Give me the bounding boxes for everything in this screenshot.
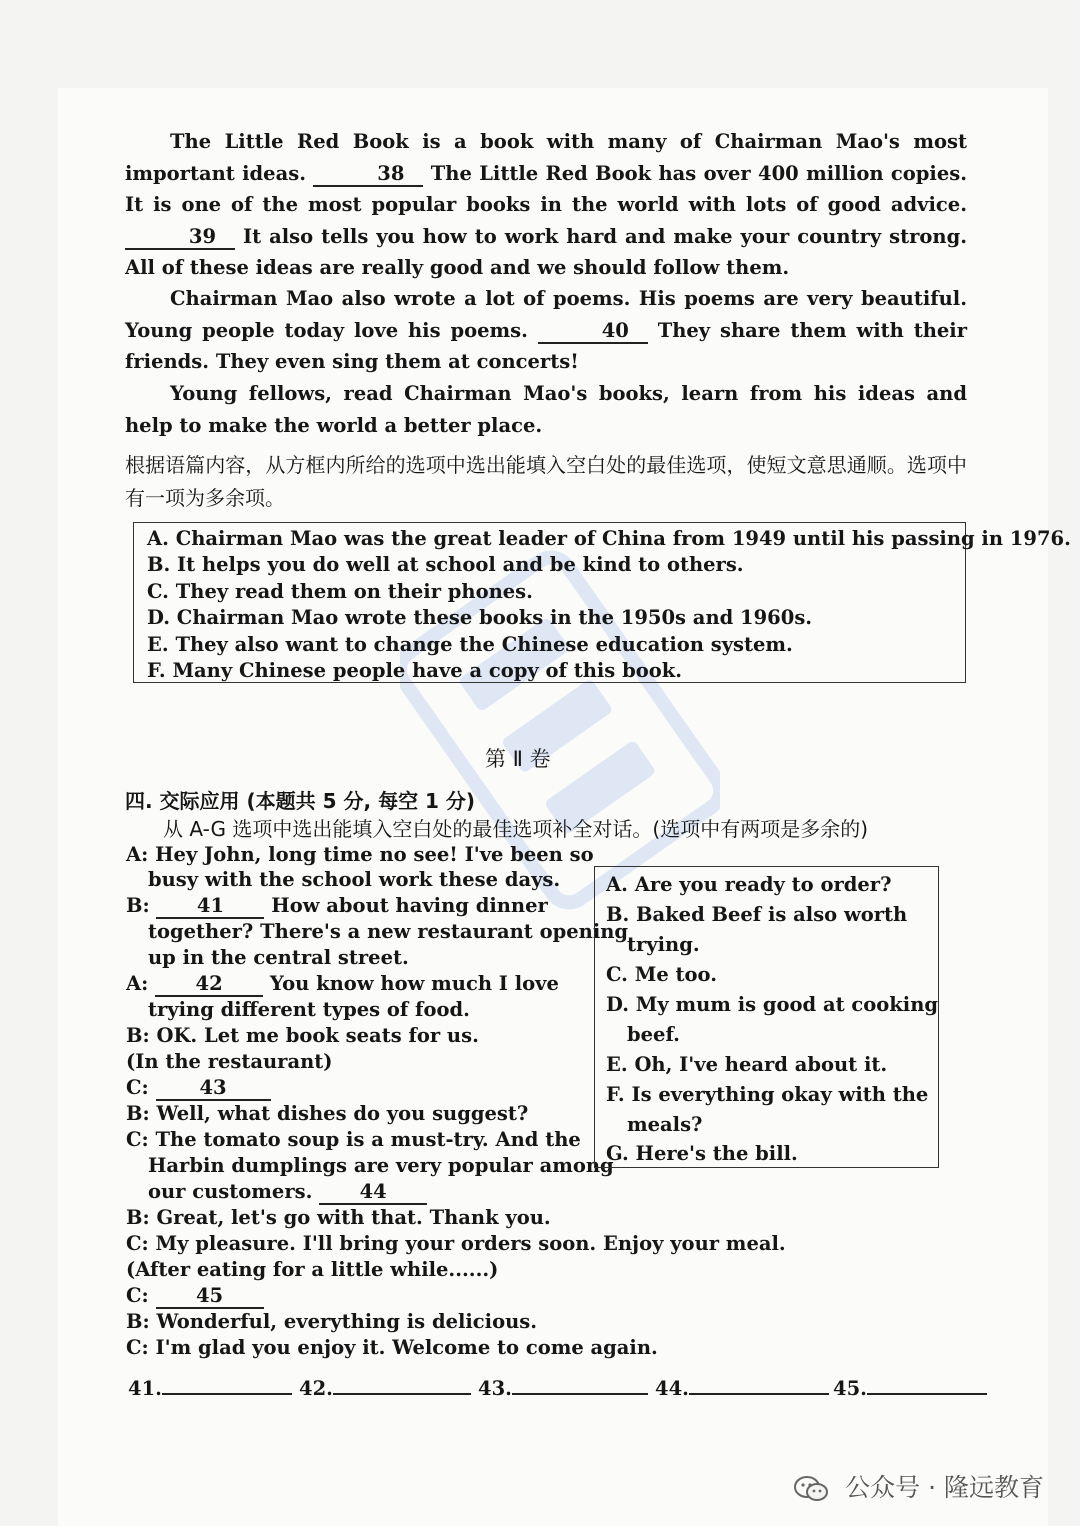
- option-c: C. Me too.: [606, 963, 718, 986]
- dialogue-line: C: 43: [126, 1076, 271, 1101]
- footer-watermark: [793, 1468, 1044, 1504]
- blank-39[interactable]: 39: [125, 226, 235, 250]
- blank-40[interactable]: 40: [538, 320, 648, 344]
- dialogue-line: B: OK. Let me book seats for us.: [126, 1024, 479, 1047]
- para1-last: It also tells you how to work hard and make your country strong. All of these ideas are really good and we should follow them.: [125, 224, 967, 279]
- blank-42[interactable]: 42: [155, 973, 263, 997]
- dialogue-line: A: Hey John, long time no see! I've been so: [126, 843, 594, 866]
- option-b: B. Baked Beef is also worth: [606, 903, 908, 926]
- dialogue-line: busy with the school work these days.: [148, 868, 561, 891]
- dialogue-line: A: 42 You know how much I love: [126, 972, 559, 995]
- option-c: C. They read them on their phones.: [147, 580, 533, 603]
- dialogue-line: B: Great, let's go with that. Thank you.: [126, 1206, 551, 1229]
- dialogue-line: together? There's a new restaurant opening: [148, 920, 629, 943]
- option-d-cont: beef.: [627, 1023, 680, 1046]
- answer-44[interactable]: 44.: [655, 1375, 829, 1400]
- dialogue-line: C: 45: [126, 1284, 264, 1309]
- part4-heading: 四. 交际应用 (本题共 5 分, 每空 1 分): [125, 789, 476, 813]
- answer-42[interactable]: 42.: [299, 1375, 471, 1400]
- dialogue-line: our customers. 44: [148, 1180, 427, 1205]
- para2-last: They share them with their friends. They even sing them at concerts!: [125, 318, 967, 373]
- passage-paragraph-2: [125, 283, 967, 378]
- blank-44[interactable]: 44: [319, 1181, 427, 1205]
- option-b: B. It helps you do well at school and be kind to others.: [147, 553, 744, 576]
- option-f: F. Many Chinese people have a copy of this book.: [147, 659, 683, 682]
- passage-paragraph-3: Young fellows, read Chairman Mao's books, learn from his ideas and help to make the world a better place.: [125, 382, 967, 437]
- passage-paragraph-1: [125, 126, 967, 284]
- dialogue-line: up in the central street.: [148, 946, 409, 969]
- option-e: E. They also want to change the Chinese education system.: [147, 633, 793, 656]
- option-f: F. Is everything okay with the: [606, 1083, 929, 1106]
- option-d: D. Chairman Mao wrote these books in the 1950s and 1960s.: [147, 606, 813, 629]
- dialogue-line: B: 41 How about having dinner: [126, 894, 548, 917]
- footer-text: 公众号 · 隆远教育: [845, 1473, 1044, 1502]
- para1-first: The Little Red Book is a book with many of Chairman Mao's most important ideas.: [125, 130, 967, 185]
- answer-43[interactable]: 43.: [478, 1375, 648, 1400]
- option-d: D. My mum is good at cooking: [606, 993, 939, 1016]
- option-a: A. Chairman Mao was the great leader of China from 1949 until his passing in 1976.: [147, 527, 1071, 550]
- section-title: 第 Ⅱ 卷: [485, 747, 551, 771]
- option-e: E. Oh, I've heard about it.: [606, 1053, 888, 1076]
- option-b-cont: trying.: [627, 933, 700, 956]
- blank-45[interactable]: 45: [156, 1285, 264, 1309]
- option-f-cont: meals?: [627, 1113, 703, 1136]
- dialogue-line: C: I'm glad you enjoy it. Welcome to come again.: [126, 1336, 658, 1359]
- wechat-icon: [793, 1475, 829, 1503]
- dialogue-line: B: Well, what dishes do you suggest?: [126, 1102, 529, 1125]
- blank-41[interactable]: 41: [156, 895, 264, 919]
- instruction-chinese: 根据语篇内容，从方框内所给的选项中选出能填入空白处的最佳选项，使短文意思通顺。选项中有一项为多余项。: [125, 453, 967, 510]
- options-box-2: [594, 866, 939, 1168]
- options-box-1: [133, 522, 1071, 683]
- dialogue-line: (After eating for a little while......): [126, 1258, 499, 1281]
- answer-45[interactable]: 45.: [833, 1375, 987, 1400]
- dialogue-line: C: My pleasure. I'll bring your orders soon. Enjoy your meal.: [126, 1232, 786, 1255]
- answer-41[interactable]: 41.: [128, 1375, 292, 1400]
- blank-43[interactable]: 43: [156, 1077, 271, 1101]
- part4-instruction: 从 A-G 选项中选出能填入空白处的最佳选项补全对话。(选项中有两项是多余的): [163, 817, 869, 841]
- option-a: A. Are you ready to order?: [606, 873, 892, 896]
- para2-first: Chairman Mao also wrote a lot of poems. His poems are very beautiful. Young people today love his poems.: [125, 287, 967, 342]
- dialogue-line: B: Wonderful, everything is delicious.: [126, 1310, 538, 1333]
- para1-mid: The Little Red Book has over 400 million copies. It is one of the most popular books in the world with lots of good advice.: [125, 161, 967, 216]
- dialogue-line: Harbin dumplings are very popular among: [148, 1154, 614, 1177]
- dialogue-line: trying different types of food.: [148, 998, 470, 1021]
- dialogue-line: (In the restaurant): [126, 1050, 333, 1073]
- dialogue-line: C: The tomato soup is a must-try. And the: [126, 1128, 581, 1151]
- option-g: G. Here's the bill.: [606, 1142, 798, 1165]
- blank-38[interactable]: 38: [313, 163, 423, 187]
